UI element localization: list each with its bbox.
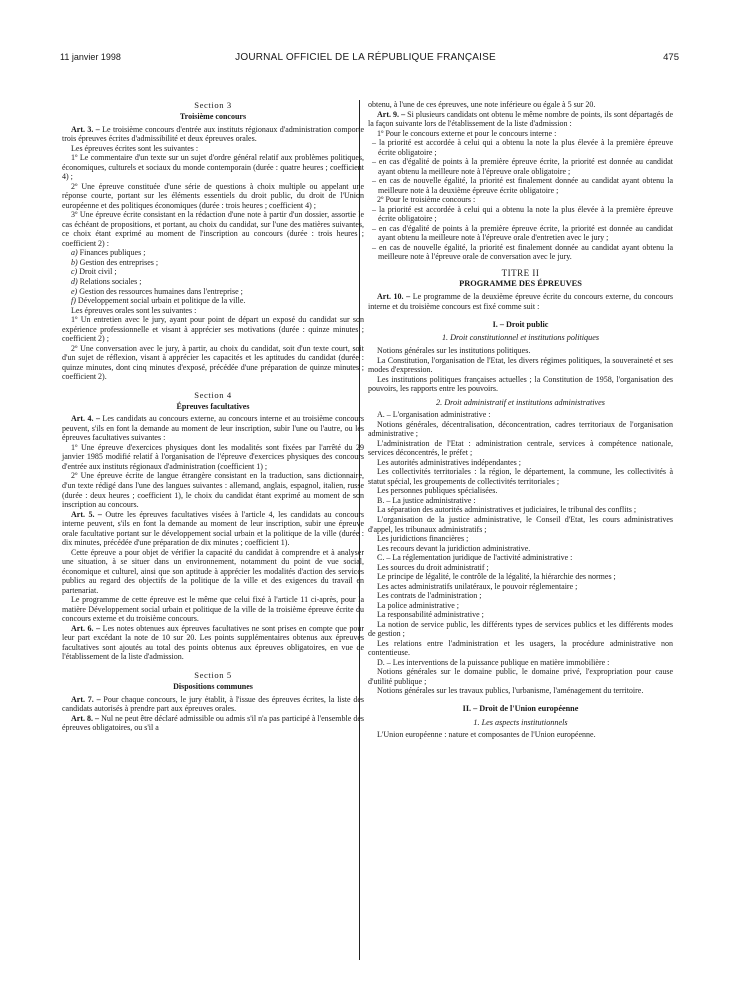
option-letter: f) <box>71 296 76 306</box>
paragraph: Notions générales sur les institutions politiques. <box>377 346 531 355</box>
paragraph: B. – La justice administrative : <box>377 495 476 505</box>
option-item <box>62 287 364 297</box>
article-label: Art. 10. – <box>377 292 411 302</box>
article-7 <box>62 695 364 714</box>
paragraph: 2º Pour le troisième concours : <box>377 195 476 205</box>
option-text: Relations sociales ; <box>77 276 142 286</box>
option-letter: d) <box>71 276 78 286</box>
article-9 <box>368 110 673 129</box>
article-label: Art. 9. – <box>377 109 406 119</box>
article-8 <box>62 714 364 733</box>
option-item <box>62 296 364 306</box>
article-text: Le troisième concours d'entrée aux instituts régionaux d'administration comporte trois épreuves écrites d'admissibilité et deux épreuves orales. <box>62 124 365 144</box>
section-subtitle: Troisième concours <box>179 112 247 122</box>
paragraph: 2º Une épreuve écrite de langue étrangère consistant en la traduction, sans dictionnaire, d'un texte rédigé dans l'une des langues suivantes : allemand, anglais, espagnol, italien, russe (durée : deux heures ; coefficient 1), le choix du candidat étant exprimé au moment de son inscription au concours. <box>62 471 364 510</box>
titre-subheading: PROGRAMME DES ÉPREUVES <box>459 279 582 289</box>
paragraph: 3º Une épreuve écrite consistant en la rédaction d'une note à partir d'un dossier, assortie le cas échéant de propositions, et portant, au choix du candidat, sur l'une des matières suivantes, ce choix étant exprimé au moment de l'inscription au concours (durée : trois heures ; coefficient 2) : <box>62 210 364 248</box>
article-label: Art. 8. – <box>71 713 100 723</box>
article-text: Si plusieurs candidats ont obtenu le même nombre de points, ils sont départagés de la façon suivante lors de l'établissement de la liste d'admission : <box>368 109 674 129</box>
paragraph: La Constitution, l'organisation de l'Etat, les divers régimes politiques, la souveraineté et ses modes d'expression. <box>368 355 673 375</box>
header-title: JOURNAL OFFICIEL DE LA RÉPUBLIQUE FRANÇAISE <box>235 52 496 63</box>
paragraph: Les personnes publiques spécialisées. <box>377 486 498 496</box>
section-subtitle: Épreuves facultatives <box>176 401 250 411</box>
left-column <box>62 100 364 733</box>
paragraph: 1º Un entretien avec le jury, ayant pour point de départ un exposé du candidat sur son expérience professionnelle et visant à apprécier ses motivations (durée : quinze minutes ; coefficient 2) ; <box>62 315 364 344</box>
article-3 <box>62 125 364 144</box>
section-title: Section 5 <box>194 669 232 680</box>
paragraph: Les institutions politiques françaises actuelles ; la Constitution de 1958, l'organisation des pouvoirs, les rapports entre les pouvoirs. <box>368 374 673 394</box>
paragraph: Les relations entre l'administration et les usagers, la procédure administrative non contentieuse. <box>368 638 673 658</box>
paragraph: D. – Les interventions de la puissance publique en matière immobilière : <box>377 657 610 667</box>
list-item: – en cas de nouvelle égalité, la priorité est finalement donnée au candidat ayant obtenu la meilleure note à la deuxième épreuve écrite obligatoire ; <box>372 176 673 195</box>
article-6 <box>62 624 364 662</box>
paragraph: L'administration de l'Etat : administration centrale, services à compétence nationale, services déconcentrés, le préfet ; <box>368 438 673 458</box>
option-text: Droit civil ; <box>77 267 117 277</box>
paragraph: Notions générales, décentralisation, déconcentration, cadres territoriaux de l'organisation administrative ; <box>368 419 673 439</box>
paragraph: A. – L'organisation administrative : <box>377 410 491 420</box>
paragraph: 1º Le commentaire d'un texte sur un sujet d'ordre général relatif aux problèmes politiques, économiques, culturels et sociaux du monde contemporain (durée : quatre heures ; coefficient 4) ; <box>62 153 364 182</box>
option-item <box>62 277 364 287</box>
option-letter: b) <box>71 257 78 267</box>
paragraph: Les épreuves orales sont les suivantes : <box>71 305 197 315</box>
list-item: – en cas de nouvelle égalité, la priorité est finalement donnée au candidat ayant obtenu la meilleure note à l'épreuve orale de conversation avec le jury. <box>372 242 673 262</box>
paragraph: Le programme de cette épreuve est le même que celui fixé à l'article 11 ci-après, pour la matière Développement social urbain et politique de la ville de la troisième épreuve écrite du concours externe et du troisième concours. <box>62 595 364 624</box>
paragraph: Les actes administratifs unilatéraux, le pouvoir réglementaire ; <box>377 581 578 591</box>
right-column <box>368 100 673 740</box>
article-label: Art. 5. – <box>71 509 102 519</box>
paragraph: Les collectivités territoriales : la région, le département, la commune, les collectivités à statut spécial, les groupements de collectivités territoriales ; <box>368 467 673 486</box>
part-heading: II. – Droit de l'Union européenne <box>462 703 579 713</box>
paragraph: La responsabilité administrative ; <box>377 610 484 620</box>
paragraph: Le principe de légalité, le contrôle de la légalité, la hiérarchie des normes ; <box>377 572 616 582</box>
list-item: – la priorité est accordée à celui qui a obtenu la note la plus élevée à la première épreuve écrite obligatoire ; <box>372 204 673 224</box>
paragraph: 1º Pour le concours externe et pour le concours interne : <box>377 128 557 138</box>
paragraph: obtenu, à l'une de ces épreuves, une note inférieure ou égale à 5 sur 20. <box>368 100 596 109</box>
paragraph: La séparation des autorités administratives et judiciaires, le tribunal des conflits ; <box>377 505 637 515</box>
paragraph: Les contrats de l'administration ; <box>377 591 482 601</box>
paragraph: Cette épreuve a pour objet de vérifier la capacité du candidat à comprendre et à analyser une situation, à se situer dans un environnement, notamment du point de vue social, économique et culturel, ainsi que son aptitude à apprécier les modalités d'action des services publics au regard des objectifs de la politique de la ville et des exigences du travail en partenariat. <box>62 547 364 595</box>
article-label: Art. 6. – <box>71 623 101 633</box>
article-label: Art. 7. – <box>71 694 101 704</box>
option-letter: c) <box>71 267 78 277</box>
chapter-heading <box>368 718 673 728</box>
option-text: Développement social urbain et politique de la ville. <box>75 296 246 306</box>
paragraph: Notions générales sur le domaine public, le domaine privé, l'expropriation pour cause d'utilité publique ; <box>368 667 673 686</box>
article-text: Le programme de la deuxième épreuve écrite du concours externe, du concours interne et du troisième concours est fixé comme suit : <box>368 292 673 311</box>
paragraph: L'Union européenne : nature et composantes de l'Union européenne. <box>377 730 596 740</box>
paragraph: Les juridictions financières ; <box>377 534 469 544</box>
paragraph: La police administrative ; <box>377 600 459 610</box>
paragraph: L'organisation de la justice administrative, le Conseil d'Etat, les cours administratives d'appel, les tribunaux administratifs ; <box>368 515 673 534</box>
article-4 <box>62 414 364 443</box>
chapter-heading-text: 1. Droit constitutionnel et institutions politiques <box>441 333 600 343</box>
option-item <box>62 267 364 277</box>
article-text: Outre les épreuves facultatives visées à l'article 4, les candidats au concours interne peuvent, s'ils en font la demande au moment de leur inscription, subir une épreuve orale facultative portant sur le développement social urbain et la politique de la ville (durée : dix minutes, précédée d'une préparation de dix minutes ; coefficient 1). <box>62 509 364 548</box>
option-text: Gestion des ressources humaines dans l'entreprise ; <box>77 286 243 296</box>
article-label: Art. 4. – <box>71 414 100 424</box>
header-page-number: 475 <box>663 52 679 63</box>
section-subtitle: Dispositions communes <box>173 682 253 692</box>
paragraph: Les sources du droit administratif ; <box>377 562 489 572</box>
chapter-heading-text: 2. Droit administratif et institutions administratives <box>436 397 605 407</box>
paragraph: 2º Une conversation avec le jury, à partir, au choix du candidat, soit d'un texte court, soit d'un sujet de réflexion, visant à apprécier les capacités et les aptitudes du candidat (durée : quinze minutes, dont cinq minutes d'exposé, précédée d'une préparation de quinze minutes ; coefficient 2). <box>62 343 364 382</box>
paragraph: Notions générales sur les travaux publics, l'urbanisme, l'aménagement du territoire. <box>377 686 644 696</box>
list-item: – en cas d'égalité de points à la première épreuve écrite, la priorité est donnée au candidat ayant obtenu la meilleure note à l'épreuve orale obligatoire ; <box>372 157 673 176</box>
article-5 <box>62 510 364 548</box>
option-item <box>62 248 364 258</box>
article-text: Les notes obtenues aux épreuves facultatives ne sont prises en compte que pour leur part excédant la note de 10 sur 20. Les points supplémentaires obtenus aux épreuves facultatives sont ajoutés au total des points obtenus aux épreuves obligatoires, en vue de l'établissement de la liste d'admission. <box>62 623 365 662</box>
paragraph: 2º Une épreuve constituée d'une série de questions à choix multiple ou appelant une réponse courte, portant sur les éléments essentiels du droit public, du droit de l'Union européenne et des politiques économiques (durée : trois heures ; coefficient 4) ; <box>62 181 364 210</box>
option-letter: e) <box>71 286 78 296</box>
paragraph: 1º Une épreuve d'exercices physiques dont les modalités sont fixées par l'arrêté du 29 janvier 1985 modifié relatif à l'organisation de l'épreuve d'exercices physiques des concours d'entrée aux instituts régionaux d'administration (coefficient 1) ; <box>62 442 364 471</box>
option-text: Gestion des entreprises ; <box>77 257 159 267</box>
header-date: 11 janvier 1998 <box>60 52 121 62</box>
option-item <box>62 258 364 268</box>
chapter-heading-text: 1. Les aspects institutionnels <box>473 717 568 727</box>
paragraph: C. – La réglementation juridique de l'activité administrative : <box>377 553 573 563</box>
list-item: – en cas d'égalité de points à la première épreuve écrite, la priorité est donnée au candidat ayant obtenu la meilleure note à l'épreuve orale d'entretien avec le jury ; <box>372 223 673 243</box>
list-item: – la priorité est accordée à celui qui a obtenu la note la plus élevée à la première épreuve écrite obligatoire ; <box>372 138 673 157</box>
paragraph: Les autorités administratives indépendantes ; <box>377 457 521 467</box>
paragraph: La notion de service public, les différents types de services publics et les différents modes de gestion ; <box>368 619 673 639</box>
article-text: Les candidats au concours externe, au concours interne et au troisième concours peuvent, s'ils en font la demande au moment de leur inscription, subir l'une ou l'autre, ou les épreuves facultatives suivantes : <box>62 414 365 443</box>
section-title: Section 3 <box>194 100 232 110</box>
paragraph: Les recours devant la juridiction administrative. <box>377 543 531 553</box>
chapter-heading <box>368 398 673 408</box>
titre-heading: TITRE II <box>501 267 540 278</box>
option-letter: a) <box>71 248 78 258</box>
article-10 <box>368 292 673 311</box>
part-heading: I. – Droit public <box>492 319 549 329</box>
chapter-heading <box>368 333 673 343</box>
section-title: Section 4 <box>194 389 232 400</box>
paragraph: Les épreuves écrites sont les suivantes : <box>71 143 199 153</box>
article-text: Nul ne peut être déclaré admissible ou admis s'il n'a pas participé à l'ensemble des épreuves obligatoires, ou s'il a <box>62 713 364 733</box>
article-text: Pour chaque concours, le jury établit, à l'issue des épreuves écrites, la liste des candidats autorisés à prendre part aux épreuves orales. <box>62 694 364 714</box>
option-text: Finances publiques ; <box>77 248 146 258</box>
article-label: Art. 3. – <box>71 124 100 134</box>
